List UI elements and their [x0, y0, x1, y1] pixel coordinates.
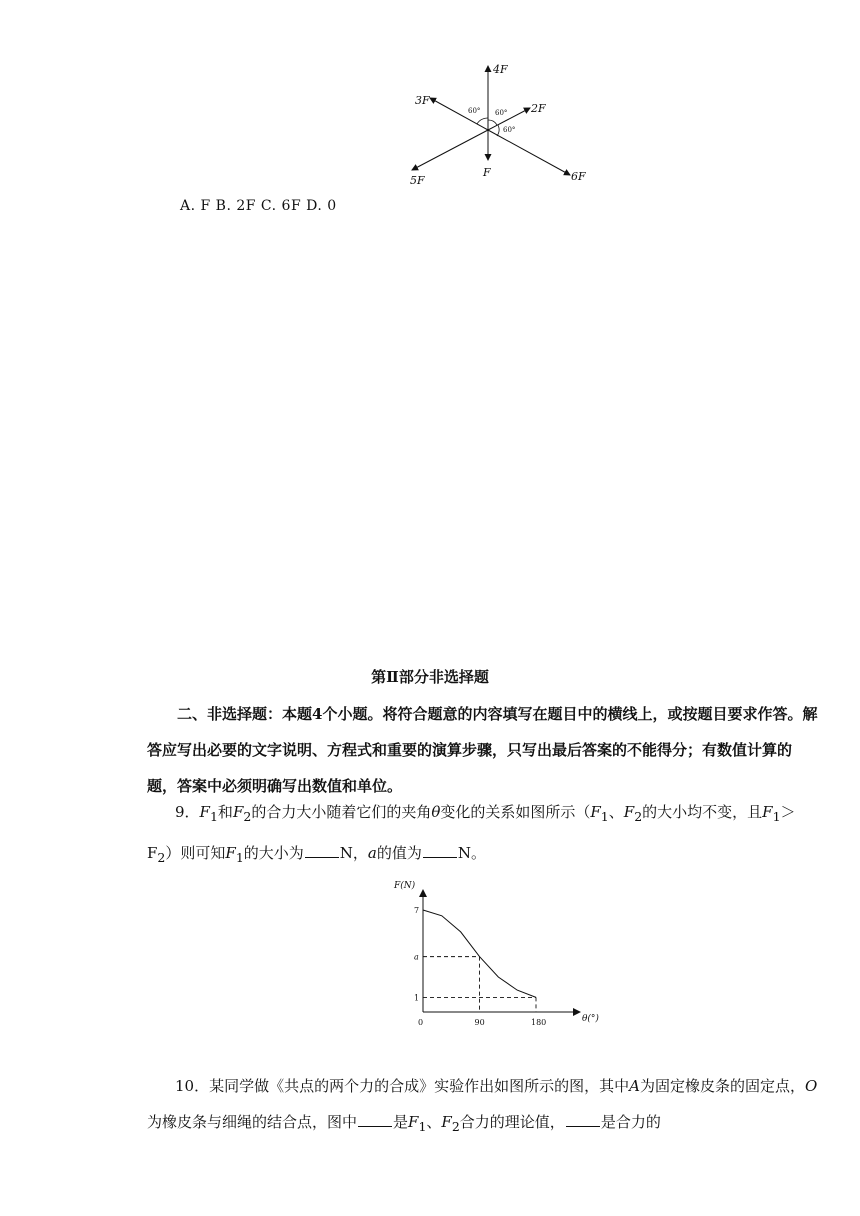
y-axis-label: F(N) [394, 881, 416, 891]
q9-text: 1 [772, 809, 781, 824]
label-angle-2: 60° [495, 109, 508, 117]
q10-text: 、 [426, 1113, 442, 1131]
q10-text: F [408, 1113, 419, 1131]
q10-text: 2 [451, 1119, 460, 1134]
q9-text: N。 [457, 844, 487, 862]
q9-text: 变化的关系如图所示（ [440, 803, 591, 821]
q9-text: 、 [608, 803, 624, 821]
section-title: 第Ⅱ部分非选择题 [371, 668, 489, 686]
answer-blank[interactable] [358, 1111, 392, 1127]
q9-text: 1 [209, 809, 218, 824]
q10-text: 为橡皮条与细绳的结合点，图中 [147, 1113, 358, 1131]
q9-text: F [225, 844, 236, 862]
answer-blank[interactable] [305, 842, 339, 858]
instructions-paragraph: 二、非选择题：本题4个小题。将符合题意的内容填写在题目中的横线上，或按题目要求作答。解答应写出必要的文字说明、方程式和重要的演算步骤，只写出最后答案的不能得分；有数值计算的题，答案中必须明确写出数值和单位。 [147, 705, 818, 795]
y-tick-label: 1 [414, 993, 420, 1003]
q9-text: 2 [243, 809, 252, 824]
x-tick-label: 90 [474, 1018, 485, 1027]
x-tick-label: 180 [531, 1018, 547, 1027]
curve-line [423, 910, 536, 997]
q9-text: 1 [600, 809, 609, 824]
q10-text: 某同学做《共点的两个力的合成》实验作出如图所示的图，其中 [209, 1077, 630, 1095]
question-10 [147, 1068, 819, 1145]
q9-text: F [762, 803, 773, 821]
q9-text: 的值为 [376, 844, 422, 862]
q10-text: 是合力的 [600, 1113, 661, 1131]
q9-text: 1 [235, 850, 244, 865]
x-axis-label: θ(°) [582, 1014, 599, 1024]
q9-text: 的合力大小随着它们的夹角 [251, 803, 432, 821]
y-tick-label: a [414, 952, 419, 962]
angle-arc-1 [477, 118, 488, 124]
q9-text: ＞F [147, 803, 796, 862]
q9-text: 和 [217, 803, 233, 821]
q9-text: a [367, 844, 377, 862]
label-4f: 4F [493, 63, 508, 76]
label-angle-3: 60° [503, 126, 516, 134]
label-angle-1: 60° [468, 107, 481, 115]
q9-text: F [623, 803, 635, 821]
q10-text: 合力的理论值， [459, 1113, 565, 1131]
label-3f: 3F [415, 94, 430, 107]
q10-text: A [629, 1077, 640, 1095]
q10-text: 为固定橡皮条的固定点， [639, 1077, 805, 1095]
q9-text: ）则可知 [165, 844, 226, 862]
label-f: F [483, 166, 491, 179]
answer-blank[interactable] [566, 1111, 600, 1127]
q9-text: 2 [157, 850, 166, 865]
angle-arc-3 [497, 125, 499, 136]
q9-text: F [590, 803, 601, 821]
angle-arc-2 [488, 120, 497, 125]
q10-number: 10． [175, 1077, 210, 1095]
x-tick-label: 0 [418, 1018, 424, 1027]
force-5f-arrow [412, 130, 488, 170]
q9-text: N， [339, 844, 368, 862]
label-2f: 2F [531, 102, 546, 115]
q9-text: F [232, 803, 244, 821]
force-diagram [405, 60, 600, 188]
y-tick-label: 7 [414, 906, 420, 915]
q9-text: F [199, 803, 210, 821]
q10-text: 是 [393, 1113, 409, 1131]
q9-text: 2 [634, 809, 643, 824]
q10-text: 1 [418, 1119, 427, 1134]
force-6f-arrow [488, 130, 570, 175]
q10-text: F [441, 1113, 452, 1131]
q10-text: O [804, 1077, 818, 1095]
q9-text: 的大小均不变，且 [642, 803, 763, 821]
label-5f: 5F [410, 174, 425, 187]
question-9 [147, 794, 819, 876]
q9-text: 的大小为 [243, 844, 304, 862]
force-angle-chart [386, 872, 608, 1032]
q8-options: A. F B. 2F C. 6F D. 0 [180, 198, 337, 214]
q9-number: 9． [175, 803, 200, 821]
label-6f: 6F [571, 170, 586, 183]
answer-blank[interactable] [423, 842, 457, 858]
q9-text: θ [431, 803, 441, 821]
